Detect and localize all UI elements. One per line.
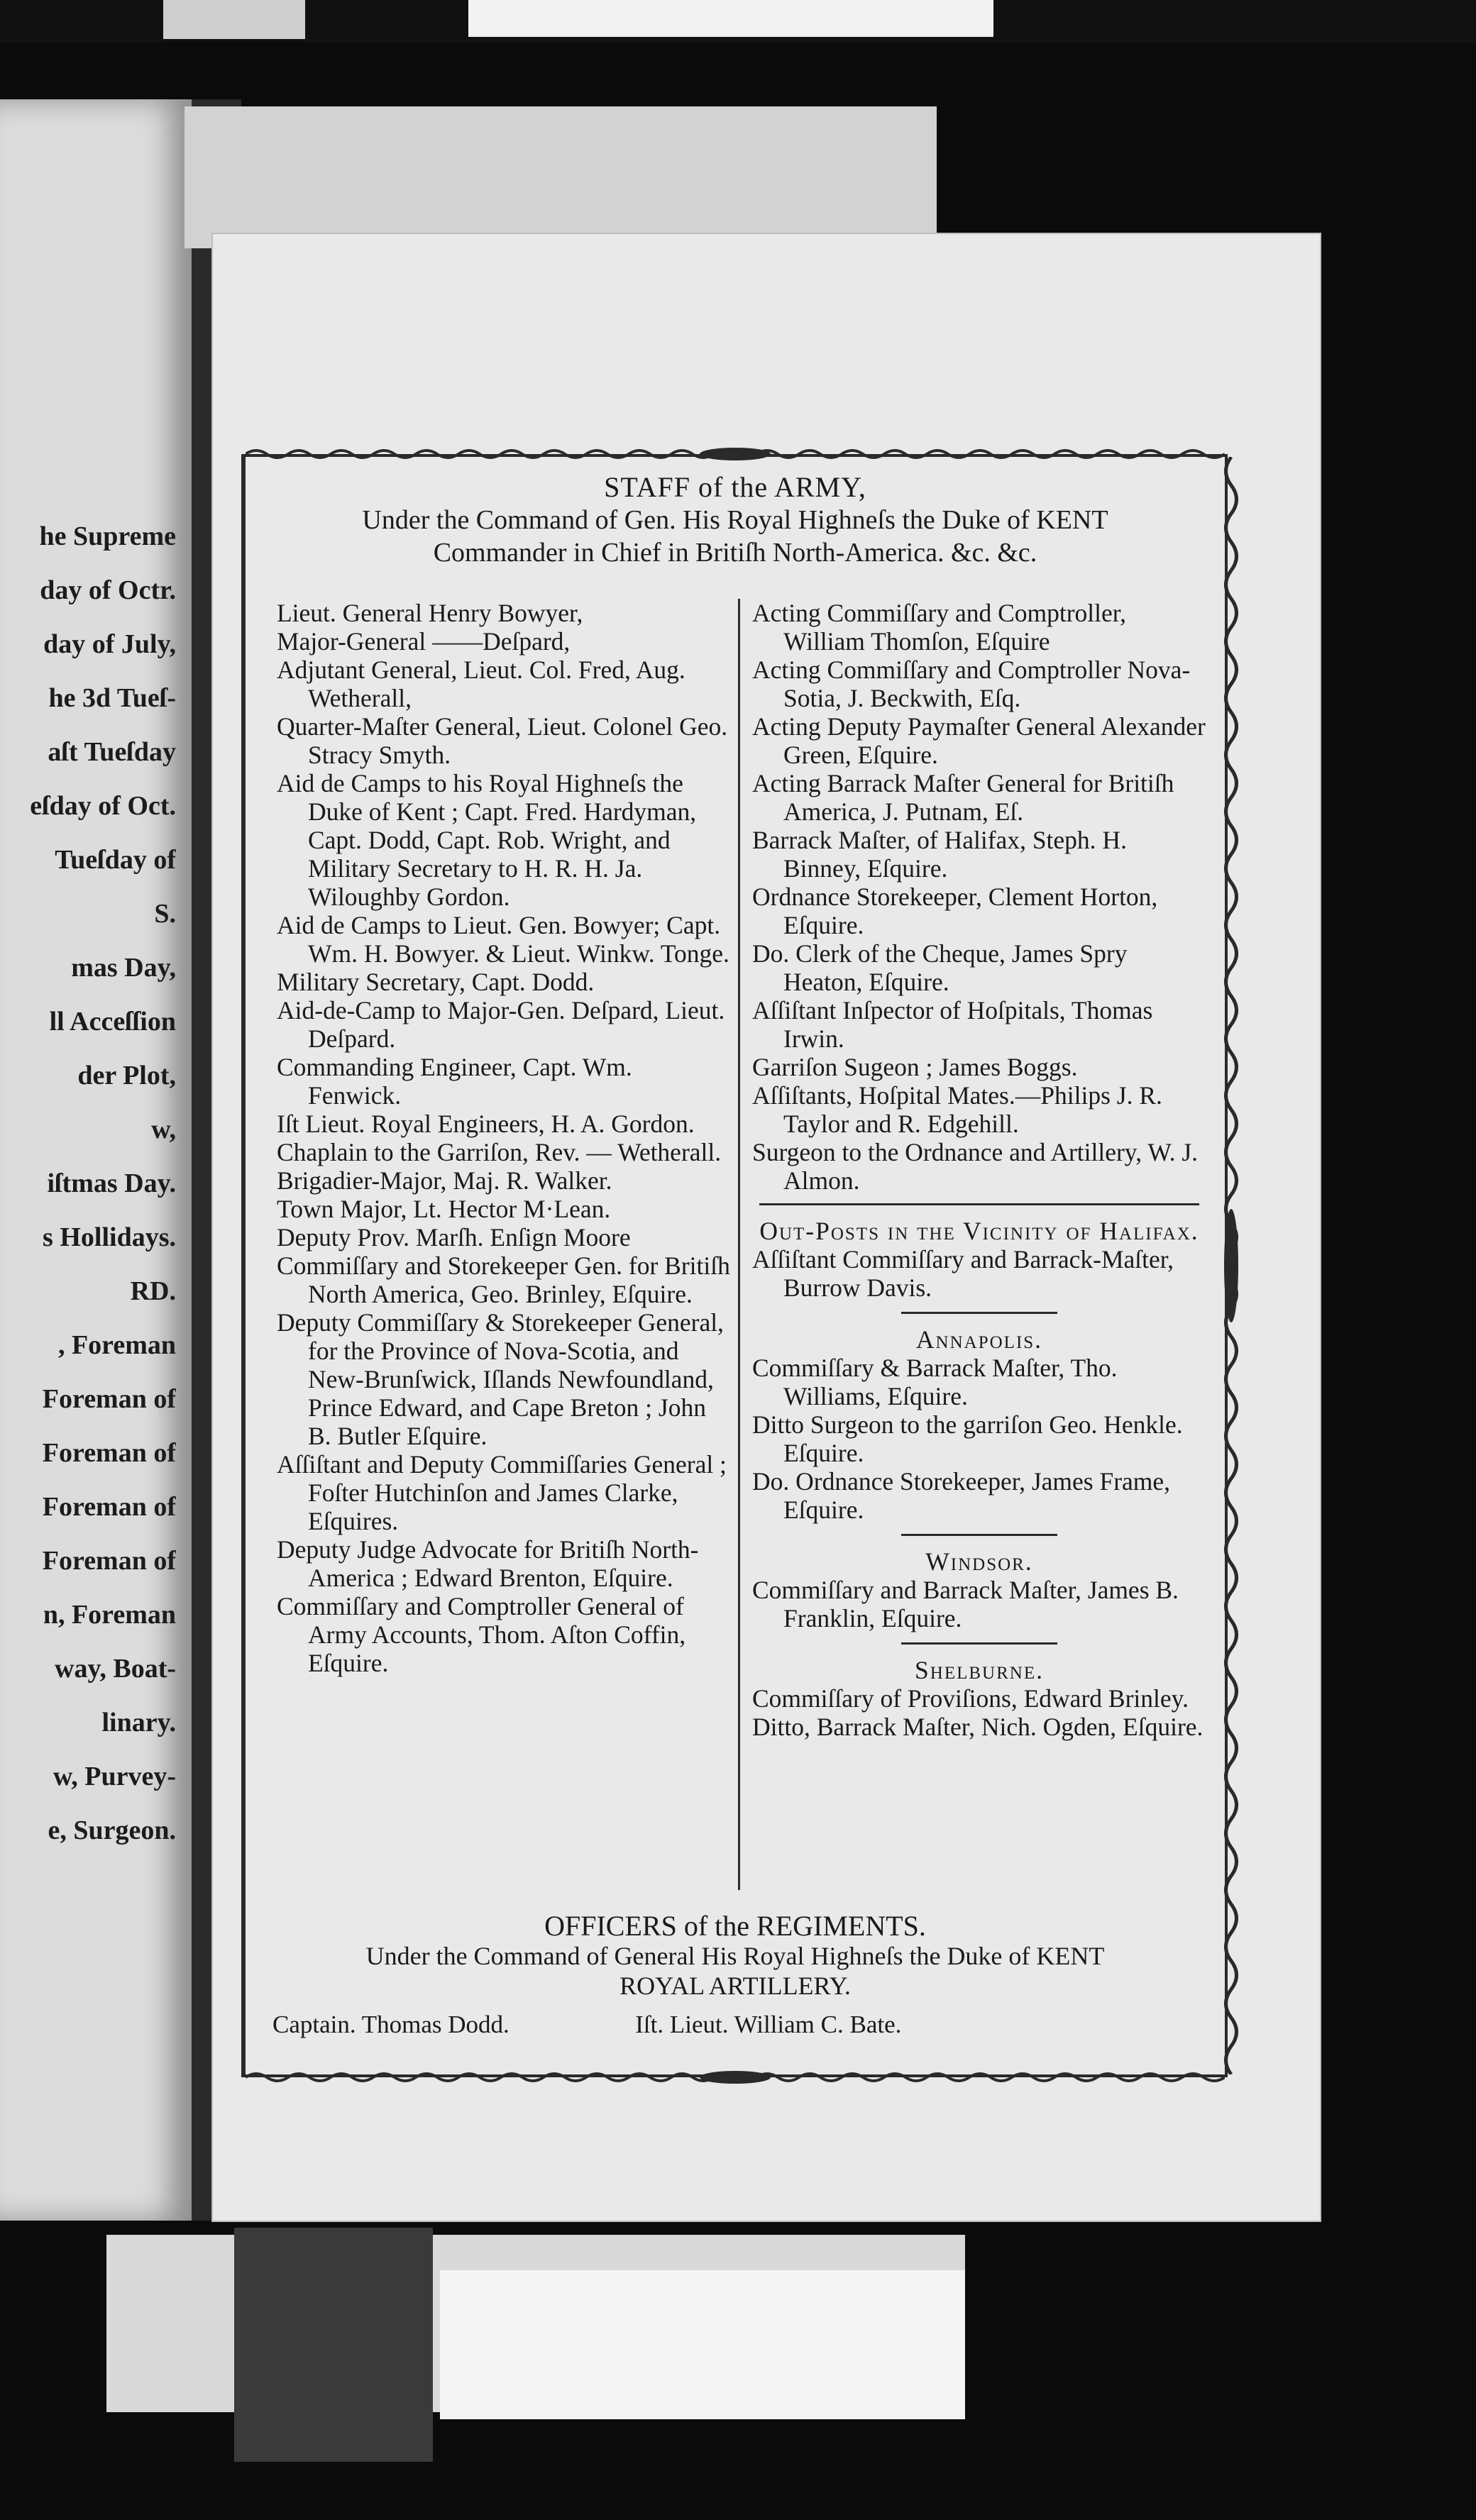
- outpost-entry: Aſſiſtant Commiſſary and Barrack-Maſter, Burrow Davis.: [752, 1245, 1174, 1302]
- annapolis-entry: Do. Ordnance Storekeeper, James Frame, Eſquire.: [752, 1467, 1171, 1524]
- staff-entry: Aſſiſtants, Hoſpital Mates.—Philips J. R. Taylor and R. Edgehill.: [752, 1081, 1162, 1138]
- staff-entry: Do. Clerk of the Cheque, James Spry Heaton, Eſquire.: [752, 939, 1128, 996]
- left-column: [277, 599, 731, 1677]
- scan-bottom-white: [440, 2270, 965, 2419]
- regiments-line-2: ROYAL ARTILLERY.: [619, 1972, 851, 2000]
- left-page-line: he Supreme: [39, 521, 176, 551]
- annapolis-entries: [752, 1354, 1206, 1524]
- staff-entry: Deputy Commiſſary & Storekeeper General, for the Province of Nova-Scotia, and New-Brunſwick, Iſlands Newfoundland, Prince Edward, and Cape Breton ; John B. Butler Eſquire.: [277, 1308, 724, 1450]
- left-page-line: Foreman of: [42, 1492, 176, 1522]
- windsor-entry: Commiſſary and Barrack Maſter, James B. Franklin, Eſquire.: [752, 1576, 1179, 1632]
- staff-entry: Commanding Engineer, Capt. Wm. Fenwick.: [277, 1053, 632, 1110]
- staff-entry: Acting Barrack Maſter General for Britiſh America, J. Putnam, Eſ.: [752, 769, 1174, 826]
- staff-entry: Adjutant General, Lieut. Col. Fred, Aug. Wetherall,: [277, 656, 685, 712]
- right-column-entries: [752, 599, 1206, 1195]
- shelburne-entry: Ditto, Barrack Maſter, Nich. Ogden, Eſquire.: [752, 1713, 1204, 1741]
- staff-entry: Aid de Camps to his Royal Highneſs the Duke of Kent ; Capt. Fred. Hardyman, Capt. Dodd, Capt. Rob. Wright, and Military Secretary to H. R. H. Ja. Wiloughby Gordon.: [277, 769, 697, 911]
- left-page-line: der Plot,: [77, 1061, 176, 1090]
- header-line-2: Commander in Chief in Britiſh North-America. &c. &c.: [433, 538, 1037, 568]
- document-title: STAFF of the ARMY,: [604, 471, 866, 503]
- left-page-line: way, Boat-: [55, 1654, 176, 1684]
- document-header: [255, 471, 1215, 569]
- staff-entry: Acting Commiſſary and Comptroller Nova-Sotia, J. Beckwith, Eſq.: [752, 656, 1191, 712]
- staff-entry: Aid de Camps to Lieut. Gen. Bowyer; Capt. Wm. H. Bowyer. & Lieut. Winkw. Tonge.: [277, 911, 729, 968]
- left-page-line: Foreman of: [42, 1384, 176, 1414]
- regiments-footer: [255, 1911, 1215, 2001]
- outposts-heading: Out-Posts in the Vicinity of Halifax.: [759, 1217, 1199, 1245]
- staff-entry: Brigadier-Major, Maj. R. Walker.: [277, 1166, 612, 1195]
- staff-entry: Acting Deputy Paymaſter General Alexander Green, Eſquire.: [752, 712, 1206, 769]
- captain-entry: Captain. Thomas Dodd.: [272, 2011, 510, 2038]
- section-rule: [901, 1534, 1057, 1536]
- staff-entry: Commiſſary and Storekeeper Gen. for Britiſh North America, Geo. Brinley, Eſquire.: [277, 1251, 730, 1308]
- staff-entry: Aſſiſtant and Deputy Commiſſaries General ; Foſter Hutchinſon and James Clarke, Eſquires.: [277, 1450, 727, 1535]
- scan-top-paper: [468, 0, 993, 37]
- windsor-entries: [752, 1576, 1206, 1632]
- left-page-line: day of July,: [43, 629, 176, 659]
- staff-entry: Military Secretary, Capt. Dodd.: [277, 968, 595, 996]
- left-page-text: [0, 518, 176, 2100]
- staff-entry: Ordnance Storekeeper, Clement Horton, Eſquire.: [752, 883, 1158, 939]
- annapolis-entry: Ditto Surgeon to the garriſon Geo. Henkle. Eſquire.: [752, 1410, 1183, 1467]
- shelburne-entries: [752, 1684, 1206, 1741]
- left-page-line: w,: [151, 1115, 176, 1144]
- staff-entry: Commiſſary and Comptroller General of Army Accounts, Thom. Aſton Coffin, Eſquire.: [277, 1592, 686, 1677]
- staff-entry: Aſſiſtant Inſpector of Hoſpitals, Thomas Irwin.: [752, 996, 1153, 1053]
- left-page-line: eſday of Oct.: [30, 791, 176, 821]
- regiments-title: OFFICERS of the REGIMENTS.: [544, 1910, 926, 1942]
- scan-bottom-dark: [234, 2228, 433, 2462]
- outposts-entries: [752, 1245, 1206, 1302]
- left-page-line: aſt Tueſday: [48, 737, 176, 767]
- left-page-line: day of Octr.: [40, 575, 176, 605]
- windsor-heading: Windsor.: [925, 1547, 1033, 1576]
- page-tab: [184, 106, 937, 248]
- header-line-1: Under the Command of Gen. His Royal Highneſs the Duke of KENT: [362, 505, 1108, 535]
- left-page-line: RD.: [130, 1276, 176, 1306]
- left-page-line: Tueſday of: [55, 845, 176, 875]
- section-rule: [759, 1203, 1199, 1205]
- right-ornament: [1221, 457, 1242, 2074]
- left-page-line: iſtmas Day.: [47, 1168, 176, 1198]
- left-page-line: ll Acceſſion: [49, 1007, 176, 1037]
- staff-entry: Deputy Prov. Marſh. Enſign Moore: [277, 1223, 631, 1251]
- left-page-line: w, Purvey-: [53, 1762, 176, 1791]
- staff-entry: Barrack Maſter, of Halifax, Steph. H. Binney, Eſquire.: [752, 826, 1127, 883]
- left-page-line: Foreman of: [42, 1438, 176, 1468]
- staff-entry: Acting Commiſſary and Comptroller, William Thomſon, Eſquire: [752, 599, 1127, 656]
- staff-entry: Aid-de-Camp to Major-Gen. Deſpard, Lieut. Deſpard.: [277, 996, 725, 1053]
- staff-entry: Garriſon Sugeon ; James Boggs.: [752, 1053, 1078, 1081]
- staff-entry: Deputy Judge Advocate for Britiſh North-America ; Edward Brenton, Eſquire.: [277, 1535, 699, 1592]
- staff-entry: Lieut. General Henry Bowyer,: [277, 599, 583, 627]
- staff-document-frame: [241, 454, 1228, 2077]
- shelburne-entry: Commiſſary of Proviſions, Edward Brinley.: [752, 1684, 1189, 1713]
- regiments-line-1: Under the Command of General His Royal Highneſs the Duke of KENT: [365, 1942, 1105, 1970]
- annapolis-heading: Annapolis.: [915, 1325, 1043, 1354]
- left-page-line: e, Surgeon.: [48, 1816, 176, 1845]
- left-page-line: S.: [154, 899, 176, 929]
- left-page-line: , Foreman: [57, 1330, 176, 1360]
- section-rule: [901, 1312, 1057, 1314]
- staff-entry: Town Major, Lt. Hector M·Lean.: [277, 1195, 611, 1223]
- scan-top-paper-left: [163, 0, 305, 39]
- staff-entry: Major-General ——Deſpard,: [277, 627, 571, 656]
- left-page-line: mas Day,: [71, 953, 176, 983]
- staff-entry: Quarter-Maſter General, Lieut. Colonel Geo. Stracy Smyth.: [277, 712, 728, 769]
- annapolis-entry: Commiſſary & Barrack Maſter, Tho. Williams, Eſquire.: [752, 1354, 1118, 1410]
- lieut-entry: Iſt. Lieut. William C. Bate.: [635, 2011, 902, 2038]
- column-divider: [738, 599, 740, 1890]
- left-page-line: he 3d Tueſ-: [48, 683, 176, 713]
- left-page-line: n, Foreman: [43, 1600, 176, 1630]
- shelburne-heading: Shelburne.: [915, 1656, 1044, 1684]
- artillery-officers: [272, 2011, 1215, 2039]
- right-column: [752, 599, 1206, 1741]
- left-page-line: s Hollidays.: [43, 1222, 176, 1252]
- staff-entry: Iſt Lieut. Royal Engineers, H. A. Gordon.: [277, 1110, 695, 1138]
- staff-entry: Chaplain to the Garriſon, Rev. — Wetherall.: [277, 1138, 722, 1166]
- staff-entry: Surgeon to the Ordnance and Artillery, W. J. Almon.: [752, 1138, 1199, 1195]
- section-rule: [901, 1642, 1057, 1645]
- left-page-line: Foreman of: [42, 1546, 176, 1576]
- left-page-line: linary.: [101, 1708, 176, 1737]
